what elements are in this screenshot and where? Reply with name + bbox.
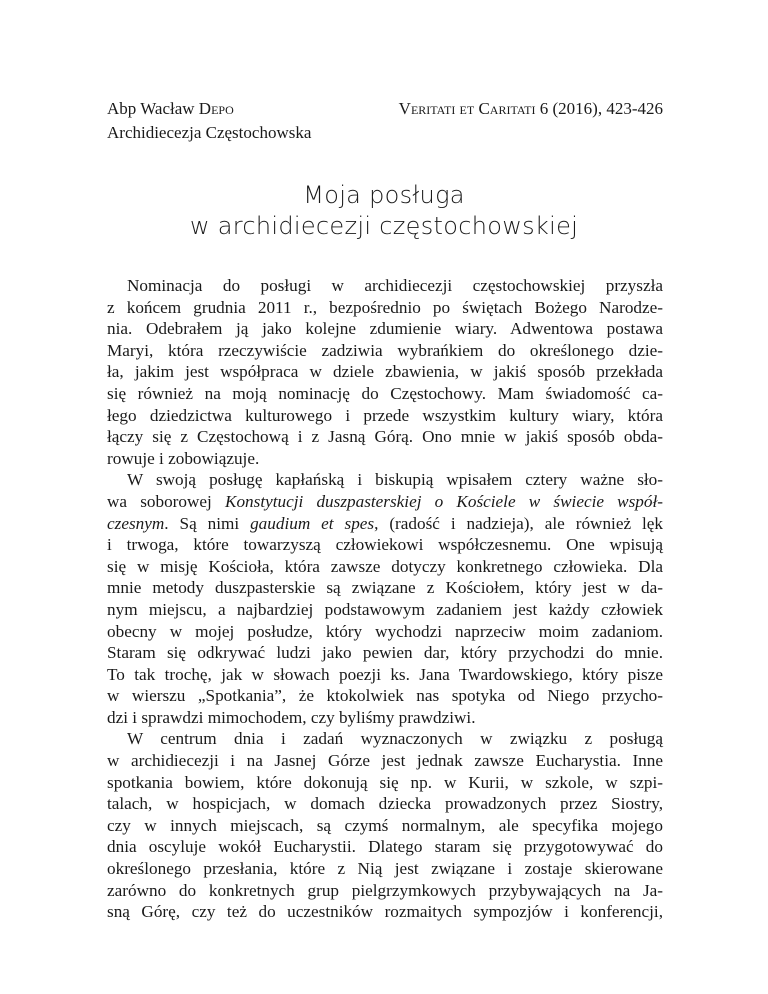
journal-name: Veritati et Caritati: [398, 99, 536, 118]
body-line: mnie metody duszpasterskie są związane z Kościołem, który jest w da-: [107, 578, 663, 598]
title-line-1: Moja posługa: [303, 181, 465, 209]
body-line: określonego przesłania, które z Nią jest związane i zostaje skierowane: [107, 859, 663, 879]
body-line: Staram się odkrywać ludzi jako pewien dar, który przychodzi do mnie.: [107, 643, 663, 663]
body-line: w wierszu „Spotkania”, że ktokolwiek nas spotyka od Niego przycho-: [107, 686, 663, 706]
author-name: Abp Wacław Depo: [107, 99, 234, 118]
body-line: W swoją posługę kapłańską i biskupią wpisałem cztery ważne sło-: [127, 470, 663, 490]
body-line: nia. Odebrałem ją jako kolejne zdumienie wiary. Adwentowa postawa: [107, 319, 663, 339]
title-line-2: w archidiecezji częstochowskiej: [189, 212, 579, 240]
body-line: wa soborowej Konstytucji duszpasterskiej o Kościele w świecie współ-: [107, 491, 663, 511]
body-line: dnia oscyluje wokół Eucharystii. Dlatego staram się przygotowywać do: [107, 837, 663, 857]
body-line: Nominacja do posługi w archidiecezji częstochowskiej przyszła: [127, 276, 663, 295]
body-line: dzi i sprawdzi mimochodem, czy byliśmy prawdziwi.: [107, 707, 476, 727]
body-line: czy w innych miejscach, są czymś normalnym, ale specyfika mojego: [107, 815, 663, 835]
journal-citation: [399, 97, 663, 121]
body-line: spotkania bowiem, które dokonują się np. w Kurii, w szkole, w szpi-: [107, 772, 663, 792]
body-line: czesnym. Są nimi gaudium et spes, (radość i nadzieja), ale również lęk: [107, 513, 664, 533]
journal-volume-pages: 6 (2016), 423-426: [535, 99, 663, 118]
body-line: się również na moją nominację do Częstochowy. Mam świadomość ca-: [107, 383, 663, 403]
body-line: i trwoga, które towarzyszą człowiekowi współczesnemu. One wpisują: [107, 535, 663, 555]
body-line: Maryi, która rzeczywiście zadziwia wybrańkiem do określonego dzie-: [107, 340, 663, 360]
body-line: talach, w hospicjach, w domach dziecka prowadzonych przez Siostry,: [107, 794, 663, 814]
body-line: ła, jakim jest współpraca w dziele zbawienia, w jakiś sposób przekłada: [107, 362, 663, 382]
italic-phrase: gaudium et spes: [250, 513, 375, 533]
italic-title: Konstytucji duszpasterskiej o Kościele w świecie współ-: [224, 491, 663, 511]
article-title: [100, 180, 668, 242]
body-line: rowuje i zobowiązuje.: [107, 448, 260, 468]
body-line: w archidiecezji i na Jasnej Górze jest jednak zawsze Eucharystia. Inne: [107, 751, 663, 771]
author-block: [107, 97, 311, 145]
body-line: W centrum dnia i zadań wyznaczonych w związku z posługą: [127, 729, 663, 749]
body-line: zarówno do konkretnych grup pielgrzymkowych przybywających na Ja-: [107, 880, 663, 900]
author-affiliation: Archidiecezja Częstochowska: [107, 123, 312, 142]
body-line: łączy się z Częstochową i z Jasną Górą. Ono mnie w jakiś sposób obda-: [107, 427, 663, 447]
body-line: nym miejscu, a najbardziej podstawowym zadaniem jest każdy człowiek: [107, 599, 663, 619]
author-surname: Depo: [198, 99, 234, 118]
body-line: To tak trochę, jak w słowach poezji ks. Jana Twardowskiego, który pisze: [107, 664, 663, 684]
body-line: się w misję Kościoła, która zawsze dotyczy konkretnego człowieka. Dla: [107, 556, 663, 576]
article-body: [107, 275, 663, 923]
body-line: obecny w mojej posłudze, który wychodzi naprzeciw moim zadaniom.: [107, 621, 663, 641]
body-line: sną Górę, czy też do uczestników rozmaitych sympozjów i konferencji,: [107, 902, 663, 922]
italic-title: czesnym: [107, 513, 165, 533]
body-line: łego dziedzictwa kulturowego i przede wszystkim kultury wiary, która: [107, 405, 663, 425]
body-line: z końcem grudnia 2011 r., bezpośrednio po świętach Bożego Narodze-: [107, 297, 663, 317]
